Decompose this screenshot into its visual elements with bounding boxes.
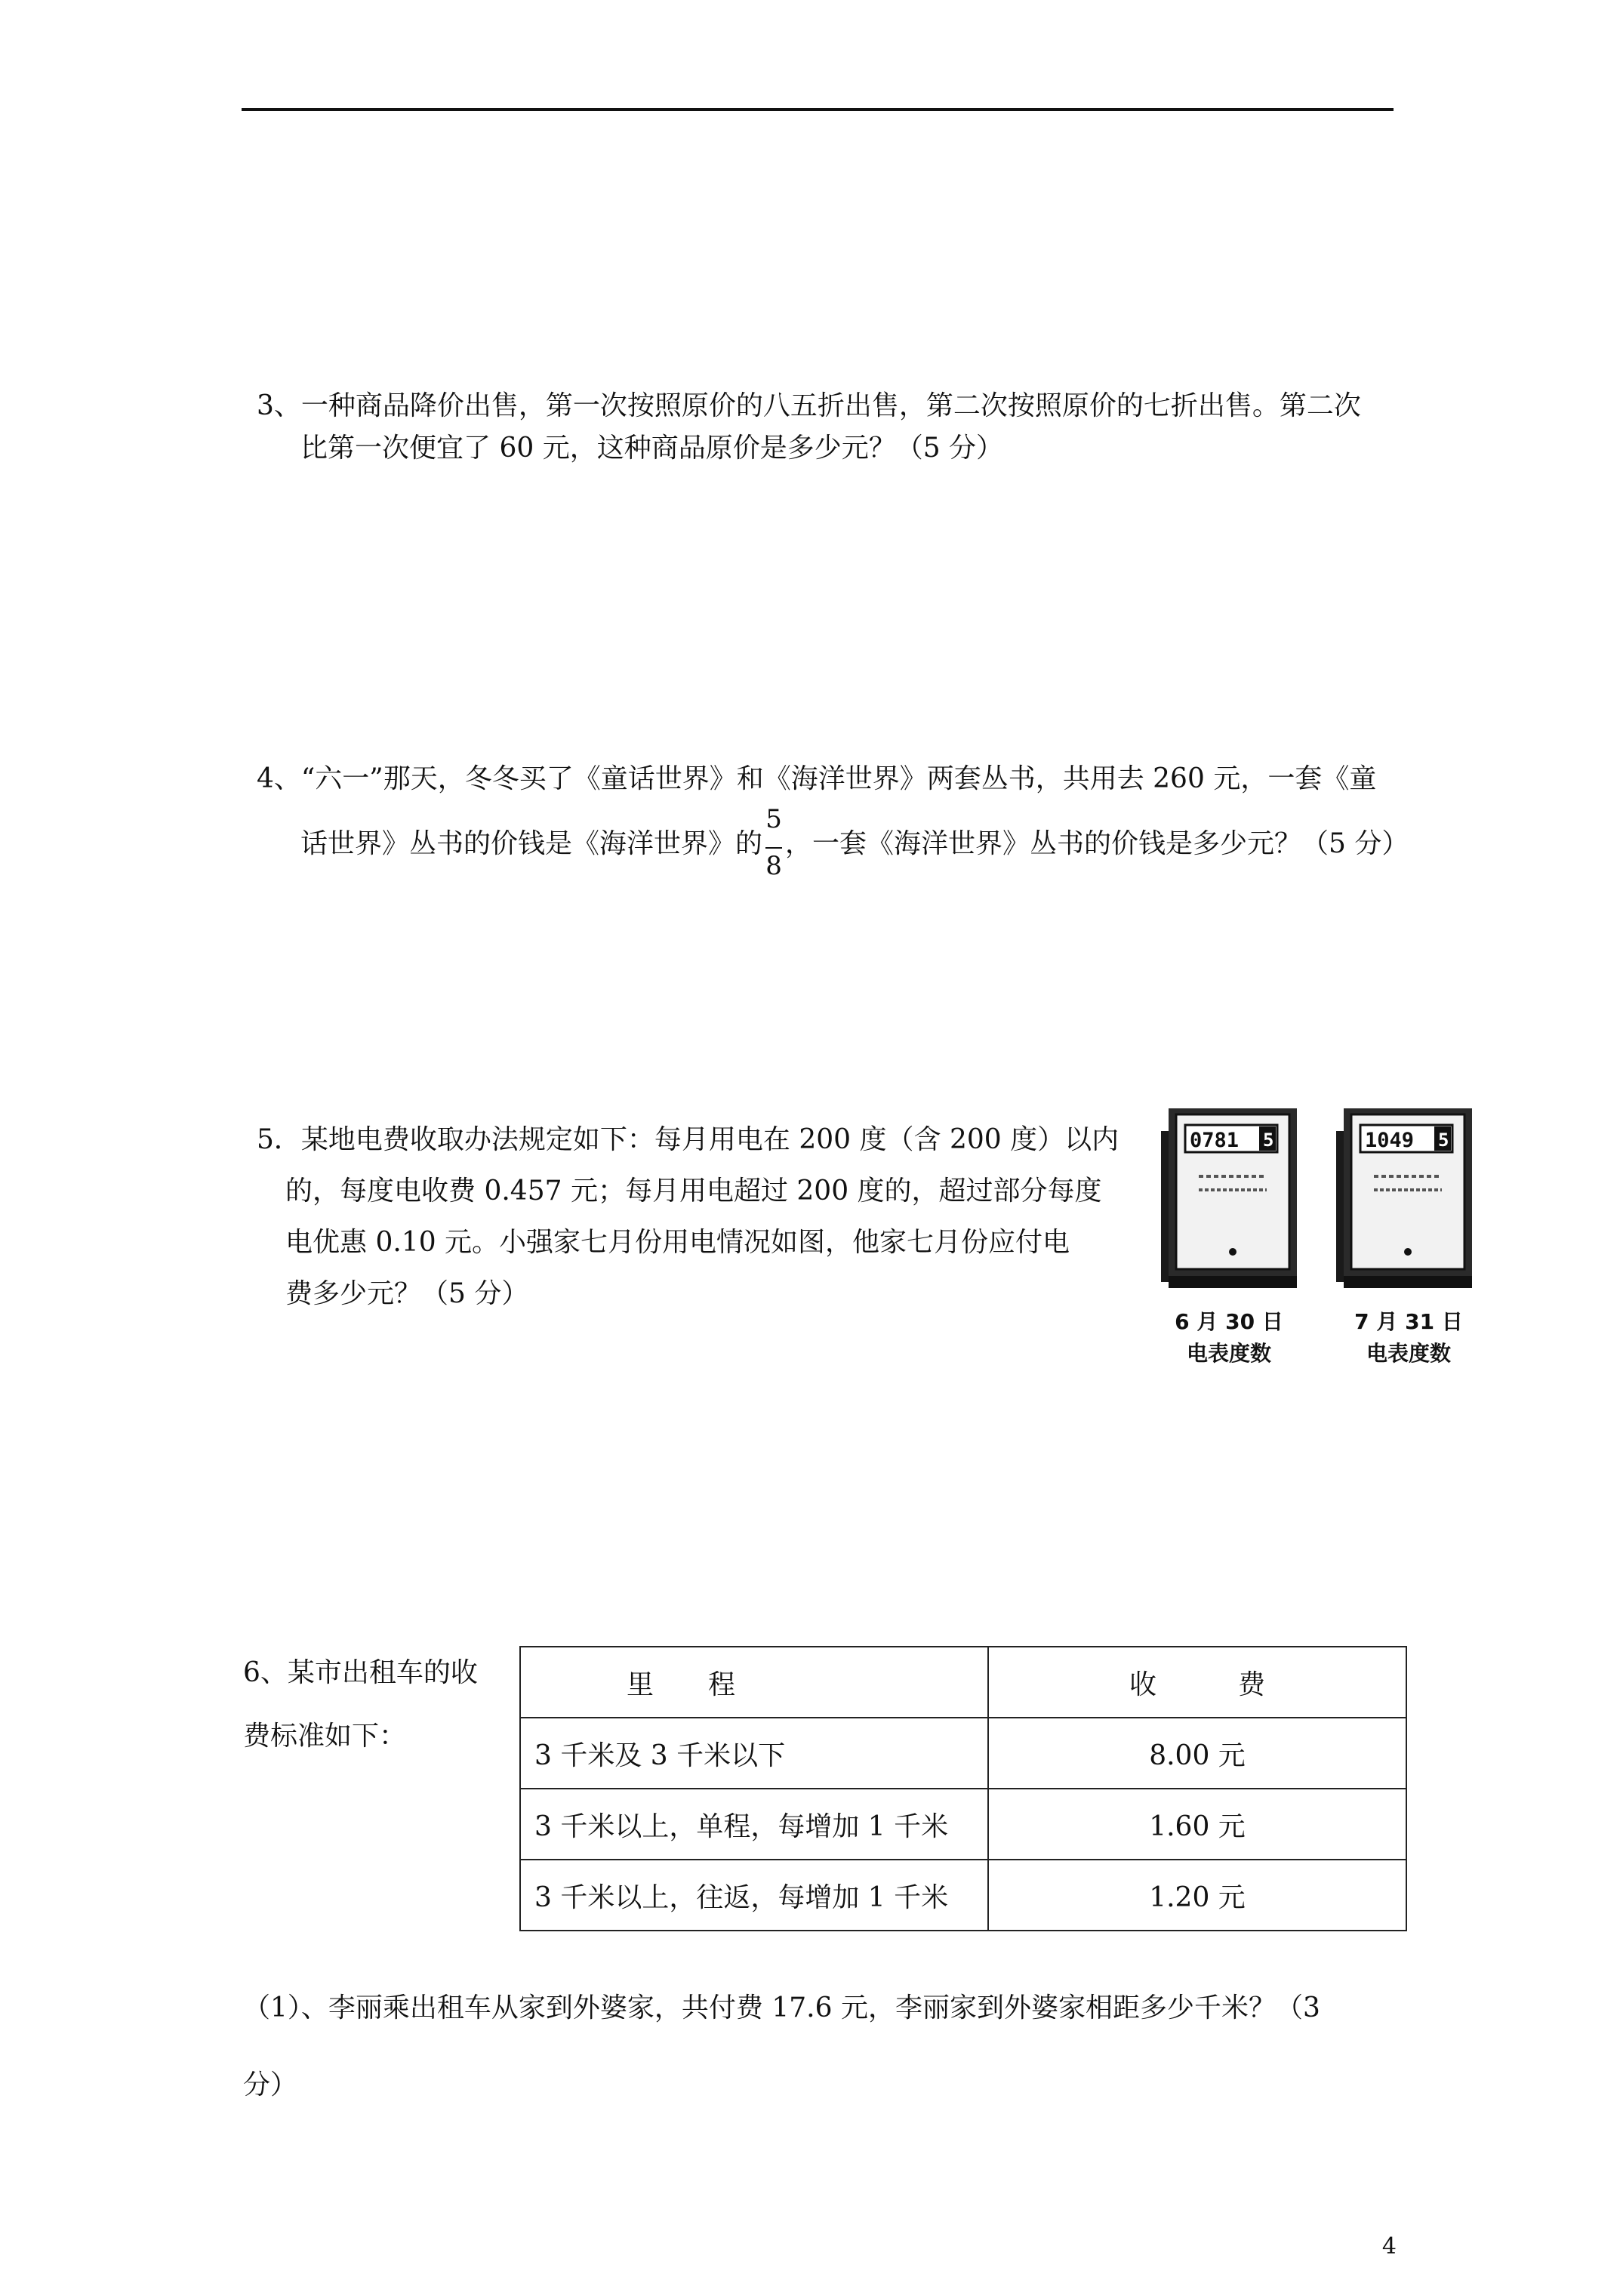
meter-1-label: 电表度数: [1186, 1341, 1271, 1366]
meter-1-last-digit: 5: [1263, 1130, 1274, 1151]
meter-2-caption: [1348, 1306, 1469, 1370]
question-5-line-2: 的，每度电收费 0.457 元；每月用电超过 200 度的，超过部分每度: [285, 1176, 1102, 1207]
question-5-line-1: 5．某地电费收取办法规定如下：每月用电在 200 度（含 200 度）以内: [257, 1124, 1119, 1155]
meter-2-label: 电表度数: [1366, 1341, 1451, 1366]
meter-illustration: [1329, 1101, 1480, 1290]
fraction-numerator: 5: [765, 804, 782, 834]
question-4-text-before-fraction: 话世界》丛书的价钱是《海洋世界》的: [300, 828, 763, 859]
question-4-text-after-fraction: ，一套《海洋世界》丛书的价钱是多少元？（5 分）: [785, 828, 1409, 859]
table-row: [520, 1860, 1406, 1931]
fee-cell: 1.60 元: [988, 1789, 1406, 1860]
table-header-row: [520, 1647, 1406, 1718]
fee-cell: 8.00 元: [988, 1718, 1406, 1789]
question-6-intro-line-1: 6、某市出租车的收: [243, 1657, 478, 1688]
distance-cell: 3 千米及 3 千米以下: [520, 1718, 988, 1789]
table-row: [520, 1789, 1406, 1860]
header-rule: [242, 108, 1394, 111]
fee-cell: 1.20 元: [988, 1860, 1406, 1931]
meter-1-reading: 0781: [1190, 1129, 1240, 1152]
question-6-sub-1-line-2: 分）: [243, 2069, 298, 2100]
fraction-bar: [765, 847, 782, 849]
meter-2-date: 7 月 31 日: [1354, 1309, 1463, 1334]
question-6-sub-1-line-1: （1）、李丽乘出租车从家到外婆家，共付费 17.6 元，李丽家到外婆家相距多少千米？（3: [243, 1992, 1320, 2023]
taxi-fee-table: [519, 1646, 1407, 1931]
distance-cell: 3 千米以上，单程，每增加 1 千米: [520, 1789, 988, 1860]
meter-2-last-digit: 5: [1438, 1130, 1449, 1151]
meter-1-date: 6 月 30 日: [1175, 1309, 1283, 1334]
electric-meter-july: [1329, 1101, 1480, 1290]
question-6-intro-line-2: 费标准如下：: [243, 1721, 407, 1752]
fraction-denominator: 8: [765, 851, 782, 881]
question-5-line-3: 电优惠 0.10 元。小强家七月份用电情况如图，他家七月份应付电: [285, 1227, 1070, 1258]
fraction-five-eighths: [762, 804, 785, 881]
meter-1-caption: [1169, 1306, 1289, 1370]
question-3-line-1: 3、一种商品降价出售，第一次按照原价的八五折出售，第二次按照原价的七折出售。第二次: [257, 390, 1361, 421]
electric-meter-june: [1153, 1101, 1304, 1290]
question-3-line-2: 比第一次便宜了 60 元，这种商品原价是多少元？（5 分）: [300, 433, 1004, 464]
question-4-line-1: 4、“六一”那天，冬冬买了《童话世界》和《海洋世界》两套丛书，共用去 260 元，一套《童: [257, 763, 1377, 794]
page-number: 4: [1381, 2233, 1397, 2260]
question-4-line-2: [300, 804, 1409, 881]
meter-illustration: [1153, 1101, 1304, 1290]
column-header-fee: 收 费: [988, 1647, 1406, 1718]
question-5-line-4: 费多少元？（5 分）: [285, 1278, 529, 1309]
meter-2-reading: 1049: [1365, 1129, 1415, 1152]
distance-cell: 3 千米以上，往返，每增加 1 千米: [520, 1860, 988, 1931]
column-header-distance: 里 程: [520, 1647, 988, 1718]
table-row: [520, 1718, 1406, 1789]
